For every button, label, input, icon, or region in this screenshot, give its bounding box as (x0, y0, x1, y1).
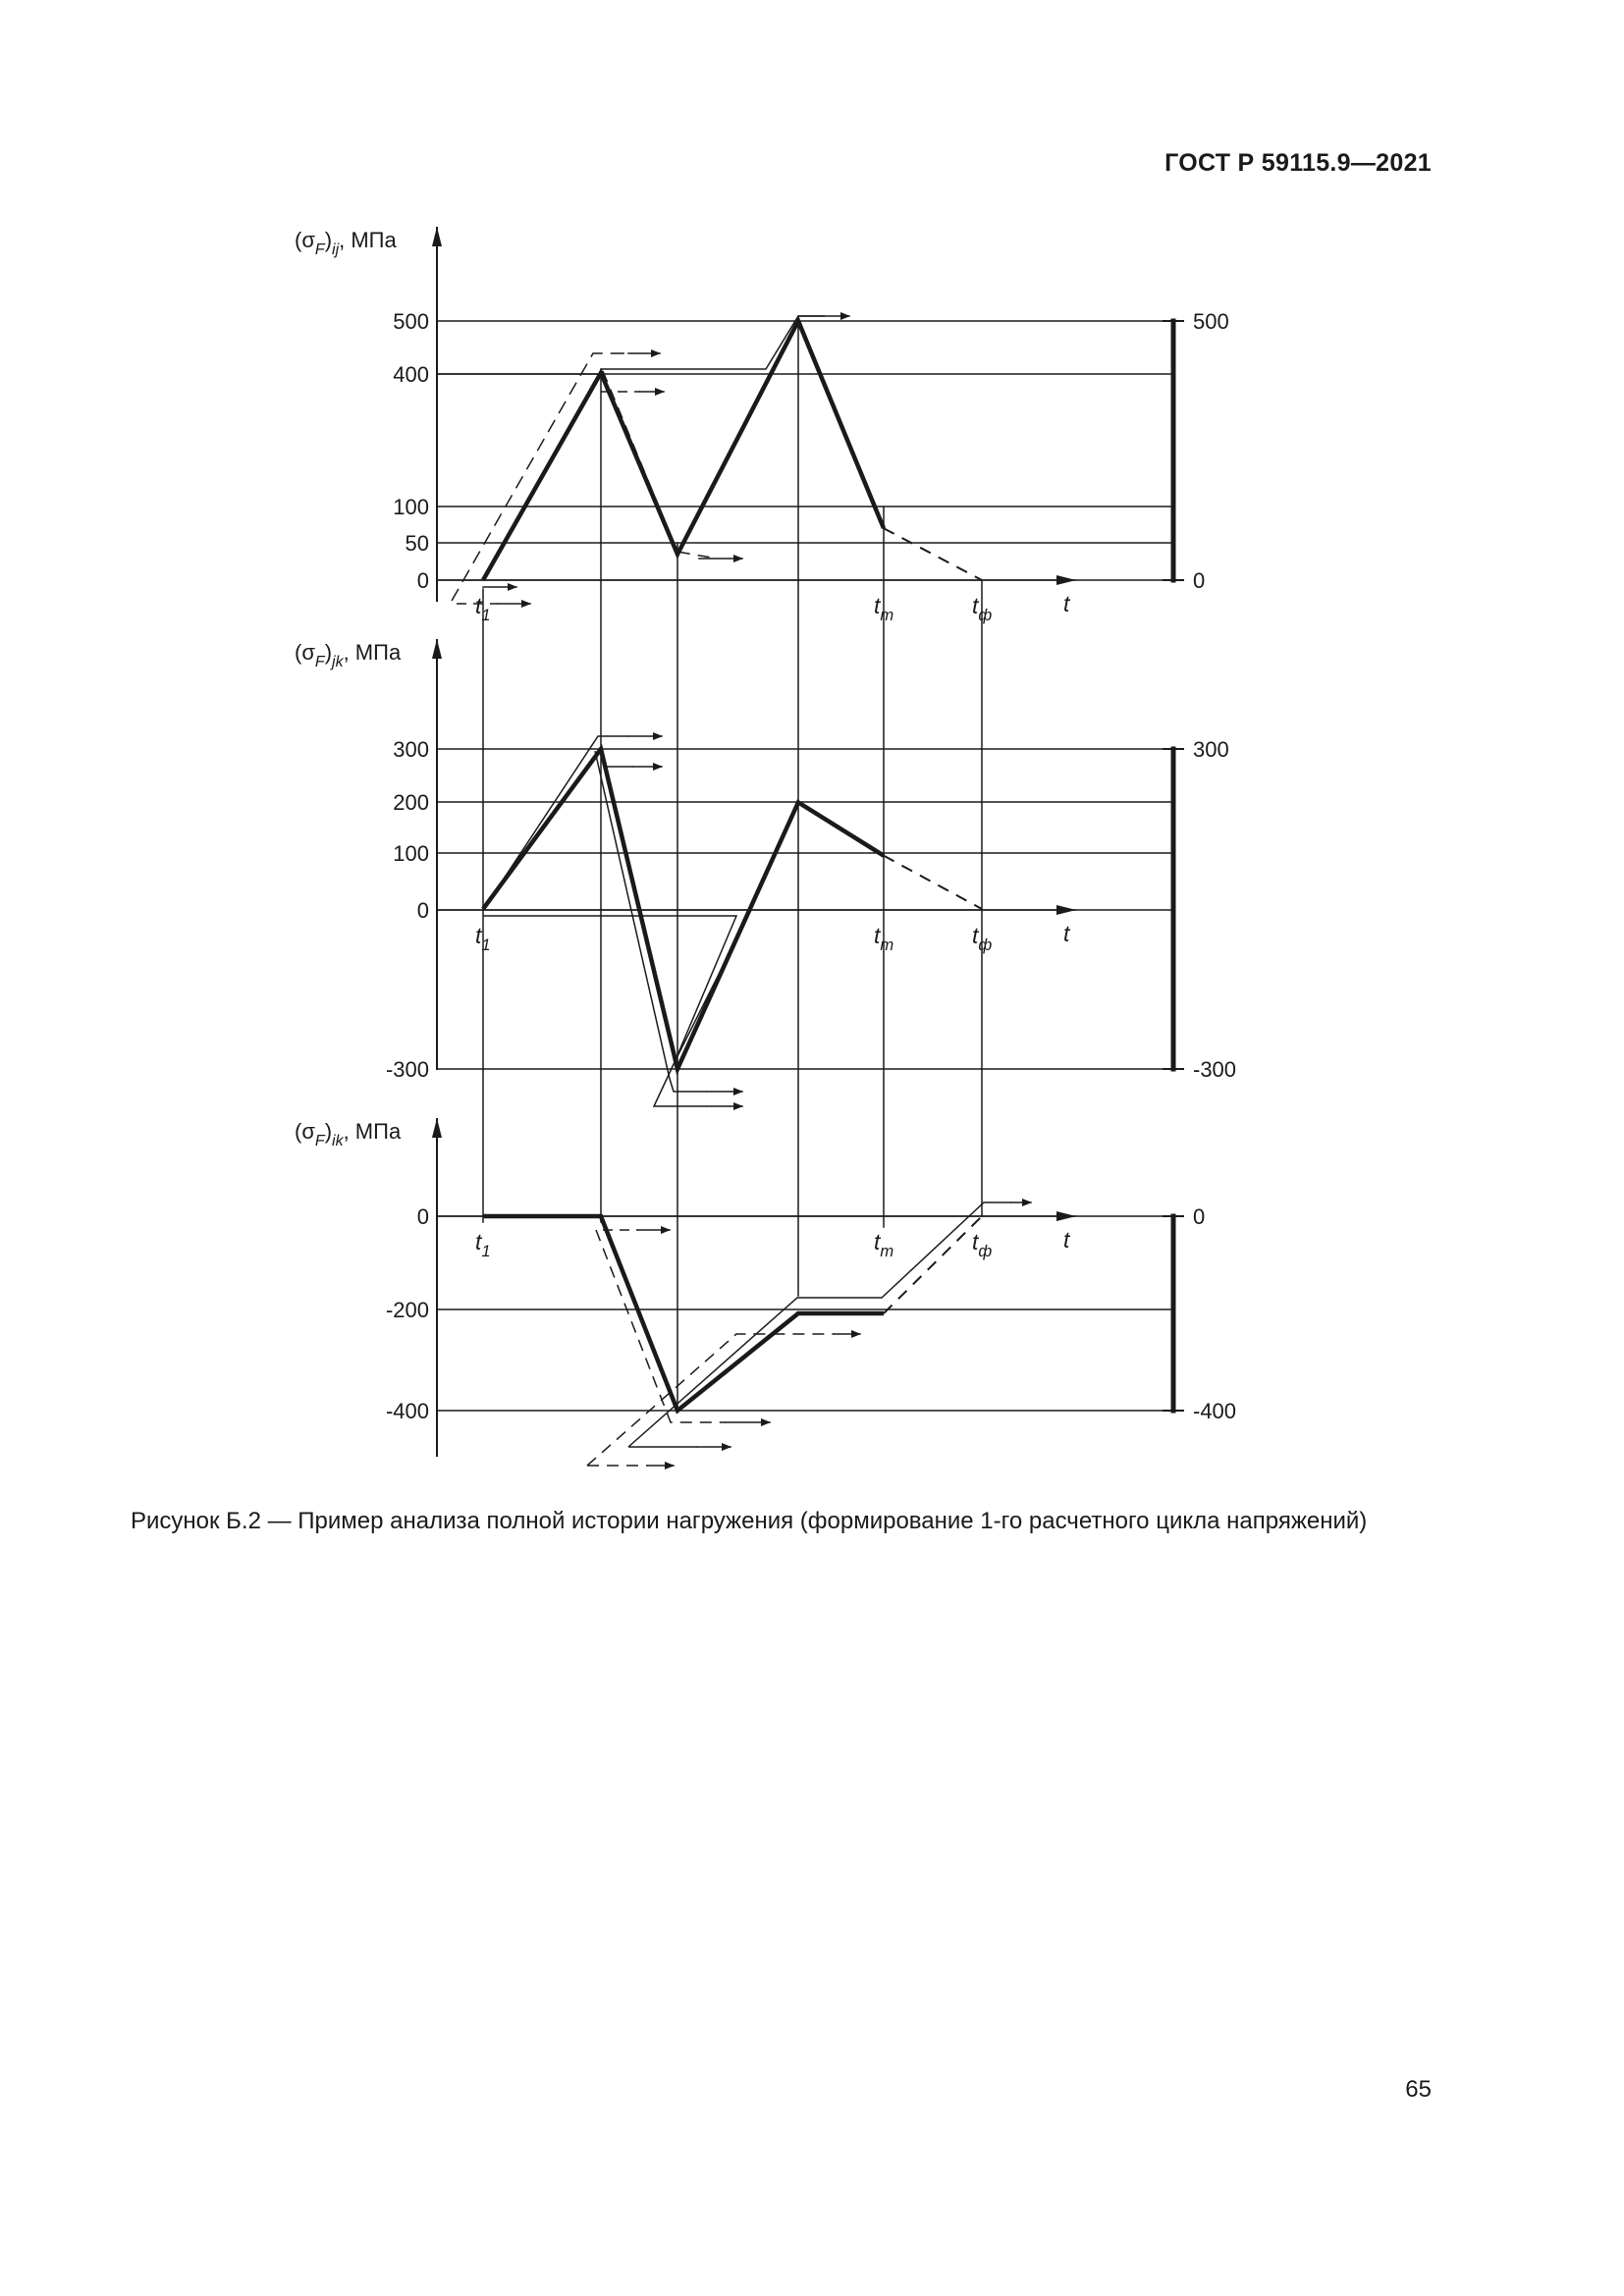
left-tick-label: 100 (393, 495, 429, 519)
stress-curve (483, 749, 884, 1069)
construction-line (483, 910, 751, 1062)
t-axis-label: t (1063, 591, 1070, 616)
construction-line (483, 736, 628, 910)
right-tick-label: -400 (1193, 1399, 1237, 1423)
left-tick-label: 300 (393, 737, 429, 762)
grid-lines (437, 228, 1183, 1456)
t1-label: $t_1$ (475, 923, 491, 954)
construction-dashed (603, 371, 717, 559)
construction-dashed (587, 1334, 835, 1466)
left-tick-label: 0 (416, 568, 429, 593)
tm-label: $t_m$ (874, 923, 894, 954)
left-tick-label: 50 (405, 531, 429, 556)
left-tick-label: 500 (393, 309, 429, 334)
stress-curve (483, 321, 884, 580)
construction-line (437, 316, 825, 374)
left-tick-label: 0 (416, 1204, 429, 1229)
right-tick-label: 0 (1193, 568, 1206, 593)
left-tick-label: 0 (416, 898, 429, 923)
tm-label: $t_m$ (874, 1229, 894, 1260)
left-tick-label: 200 (393, 790, 429, 815)
right-tick-label: -300 (1193, 1057, 1237, 1082)
t1-label: $t_1$ (475, 593, 491, 624)
stress-curve-tail (884, 1216, 982, 1313)
t-axis-label: t (1063, 921, 1070, 946)
left-tick-label: -300 (385, 1057, 429, 1082)
page-number: 65 (1405, 2076, 1432, 2103)
left-tick-label: 100 (393, 841, 429, 866)
t-axis-label: t (1063, 1227, 1070, 1253)
right-tick-label: 500 (1193, 309, 1229, 334)
tm-label: $t_m$ (874, 593, 894, 624)
tf-label: $t_ф$ (972, 593, 993, 624)
figure-caption: Рисунок Б.2 — Пример анализа полной истории нагружения (формирование 1-го расчетного цикла напряжений) (131, 1508, 1368, 1534)
right-tick-label: 0 (1193, 1204, 1206, 1229)
y-axis-label: $(\sigma_F)_{jk}$, МПа (295, 640, 402, 670)
document-header: ГОСТ Р 59115.9—2021 (1164, 149, 1432, 177)
y-axis-label: $(\sigma_F)_{ik}$, МПа (295, 1119, 402, 1149)
stress-curve-tail (884, 856, 982, 909)
stress-curves (437, 316, 1031, 1466)
left-tick-label: -400 (385, 1399, 429, 1423)
t1-label: $t_1$ (475, 1229, 491, 1260)
tf-label: $t_ф$ (972, 1229, 993, 1260)
left-tick-label: 400 (393, 362, 429, 387)
tf-label: $t_ф$ (972, 923, 993, 954)
right-tick-label: 300 (1193, 737, 1229, 762)
left-tick-label: -200 (385, 1298, 429, 1322)
axis-labels (295, 228, 1236, 1423)
stress-curve-tail (884, 528, 982, 580)
y-axis-label: $(\sigma_F)_{ij}$, МПа (295, 228, 397, 258)
